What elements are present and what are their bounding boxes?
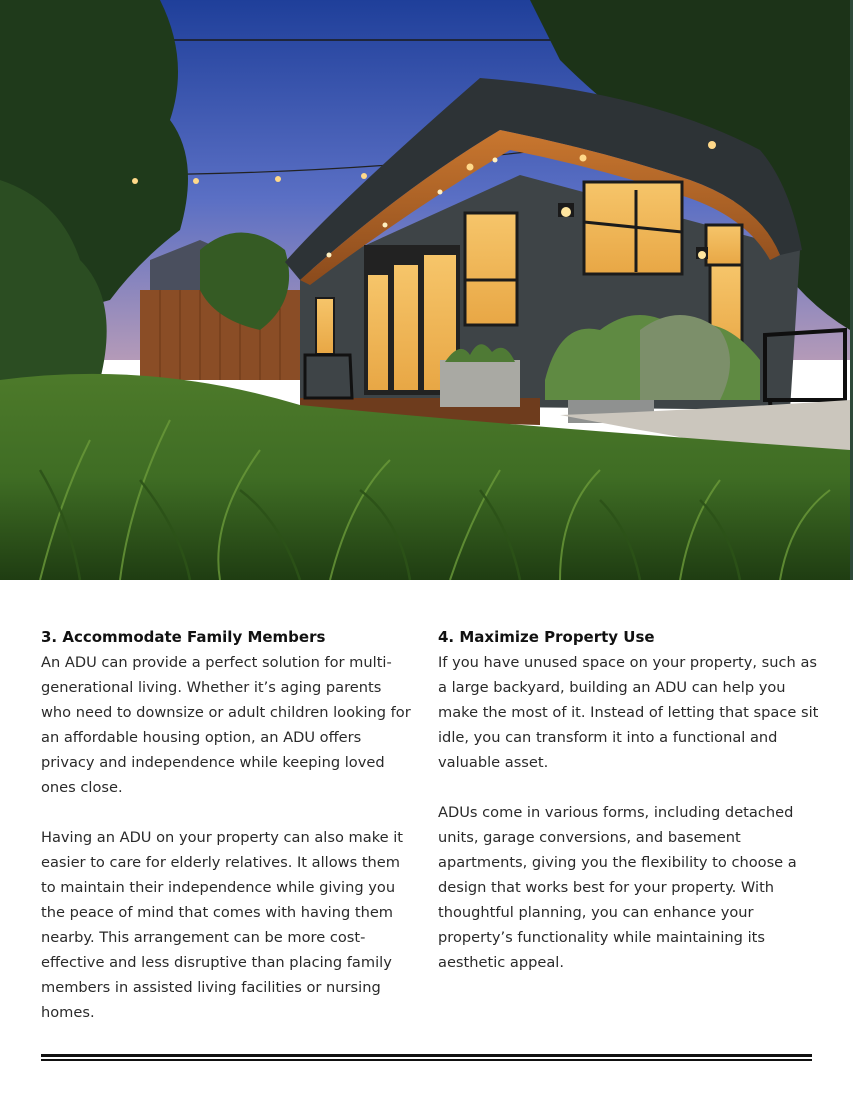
section-paragraph: An ADU can provide a perfect solution for multi-generational living. Whether it’s aging parents who need to downsize or adult children looking for an affordable housing option, an ADU offers privacy and independence while keeping loved ones close. — [41, 654, 411, 796]
section-paragraph: If you have unused space on your property, such as a large backyard, building an ADU can help you make the most of it. Instead of letting that space sit idle, you can transform it into a functional and valuable asset. — [438, 654, 819, 771]
section-heading: 3. Accommodate Family Members — [41, 628, 326, 646]
footer-rule — [41, 1054, 812, 1057]
section-property-use — [438, 625, 823, 1000]
section-family-members — [41, 625, 416, 1050]
footer-rule-thin — [41, 1059, 812, 1061]
section-paragraph: Having an ADU on your property can also make it easier to care for elderly relatives. It allows them to maintain their independence while giving you the peace of mind that comes with having them nearby. This arrangement can be more cost-effective and less disruptive than placing family members in assisted living facilities or nursing homes. — [41, 829, 404, 1021]
section-paragraph: ADUs come in various forms, including detached units, garage conversions, and basement apartments, giving you the flexibility to choose a design that works best for your property. With thoughtful planning, you can enhance your property’s functionality while maintaining its aesthetic appeal. — [438, 804, 797, 971]
section-heading: 4. Maximize Property Use — [438, 628, 655, 646]
